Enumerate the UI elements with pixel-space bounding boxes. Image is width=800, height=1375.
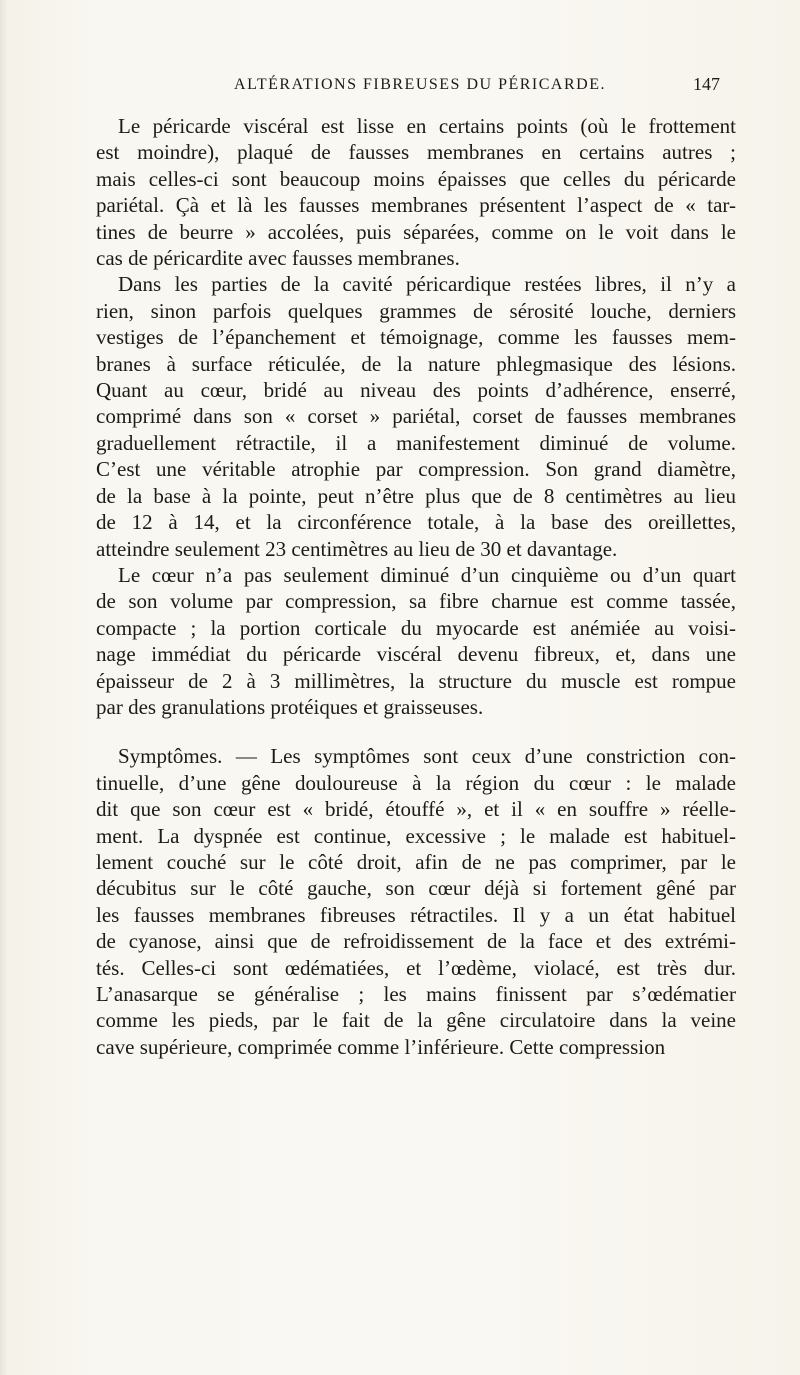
paragraph-line: pariétal. Çà et là les fausses membranes présentent l’aspect de « tar- [96, 193, 736, 218]
paragraph-line: Quant au cœur, bridé au niveau des points d’adhérence, enserré, [96, 378, 736, 403]
paragraph-line: ment. La dyspnée est continue, excessive ; le malade est habituel- [96, 823, 736, 848]
paragraph-line: Le cœur n’a pas seulement diminué d’un cinquième ou d’un quart [118, 562, 736, 587]
page-header [130, 74, 720, 106]
paragraph-3 [96, 562, 736, 720]
paragraph-line: décubitus sur le côté gauche, son cœur déjà si fortement gêné par [96, 876, 736, 901]
page-edge-shadow [0, 0, 8, 1375]
paragraph-line: nage immédiat du péricarde viscéral devenu fibreux, et, dans une [96, 642, 736, 667]
paragraph-4 [96, 743, 736, 1060]
paragraph-line: branes à surface réticulée, de la nature phlegmasique des lésions. [96, 351, 736, 376]
paragraph-line: cas de péricardite avec fausses membranes. [96, 246, 460, 271]
paragraph-line: de 12 à 14, et la circonférence totale, à la base des oreillettes, [96, 510, 736, 535]
paragraph-line: vestiges de l’épanchement et témoignage, comme les fausses mem- [96, 325, 736, 350]
paragraph-line: Dans les parties de la cavité péricardique restées libres, il n’y a [118, 272, 736, 297]
paragraph-line: lement couché sur le côté droit, afin de ne pas comprimer, par le [96, 849, 736, 874]
paragraph-line: dit que son cœur est « bridé, étouffé », et il « en souffre » réelle- [96, 797, 736, 822]
paragraph-line: tines de beurre » accolées, puis séparées, comme on le voit dans le [96, 219, 736, 244]
paragraph-line: tés. Celles-ci sont œdématiées, et l’œdème, violacé, est très dur. [96, 955, 736, 980]
paragraph-line: de la base à la pointe, peut n’être plus que de 8 centimètres au lieu [96, 483, 736, 508]
paragraph-line: comme les pieds, par le fait de la gêne circulatoire dans la veine [96, 1008, 736, 1033]
paragraph-line: mais celles-ci sont beaucoup moins épaisses que celles du péricarde [96, 166, 736, 191]
body-text [96, 113, 736, 1060]
paragraph-2 [96, 271, 736, 561]
paragraph-line: Le péricarde viscéral est lisse en certains points (où le frottement [118, 114, 736, 138]
paragraph-line: rien, sinon parfois quelques grammes de sérosité louche, derniers [96, 298, 736, 323]
paragraph-line: de son volume par compression, sa fibre charnue est comme tassée, [96, 589, 736, 614]
paragraph-line: C’est une véritable atrophie par compression. Son grand diamètre, [96, 457, 736, 482]
paragraph-line: par des granulations protéiques et graisseuses. [96, 694, 484, 719]
paragraph-1 [96, 113, 736, 271]
page-number: 147 [693, 74, 720, 94]
paragraph-line: L’anasarque se généralise ; les mains finissent par s’œdématier [96, 982, 736, 1006]
running-head: ALTÉRATIONS FIBREUSES DU PÉRICARDE. [234, 76, 606, 93]
paragraph-line: est moindre), plaqué de fausses membranes en certains autres ; [96, 140, 736, 165]
paragraph-line: compacte ; la portion corticale du myocarde est anémiée au voisi- [96, 615, 736, 640]
section-gap [96, 720, 736, 743]
paragraph-line: graduellement rétractile, il a manifestement diminué de volume. [96, 430, 736, 455]
paragraph-line: atteindre seulement 23 centimètres au lieu de 30 et davantage. [96, 536, 618, 561]
paragraph-line: tinuelle, d’une gêne douloureuse à la région du cœur : le malade [96, 770, 736, 795]
paragraph-line: épaisseur de 2 à 3 millimètres, la structure du muscle est rompue [96, 668, 736, 693]
paragraph-line: cave supérieure, comprimée comme l’inférieure. Cette compression [96, 1034, 666, 1059]
paragraph-line: de cyanose, ainsi que de refroidissement de la face et des extrémi- [96, 929, 736, 954]
section-heading-line: Symptômes. — Les symptômes sont ceux d’une constriction con- [118, 744, 736, 769]
paragraph-line: comprimé dans son « corset » pariétal, corset de fausses membranes [96, 404, 736, 429]
paragraph-line: les fausses membranes fibreuses rétractiles. Il y a un état habituel [96, 902, 736, 927]
